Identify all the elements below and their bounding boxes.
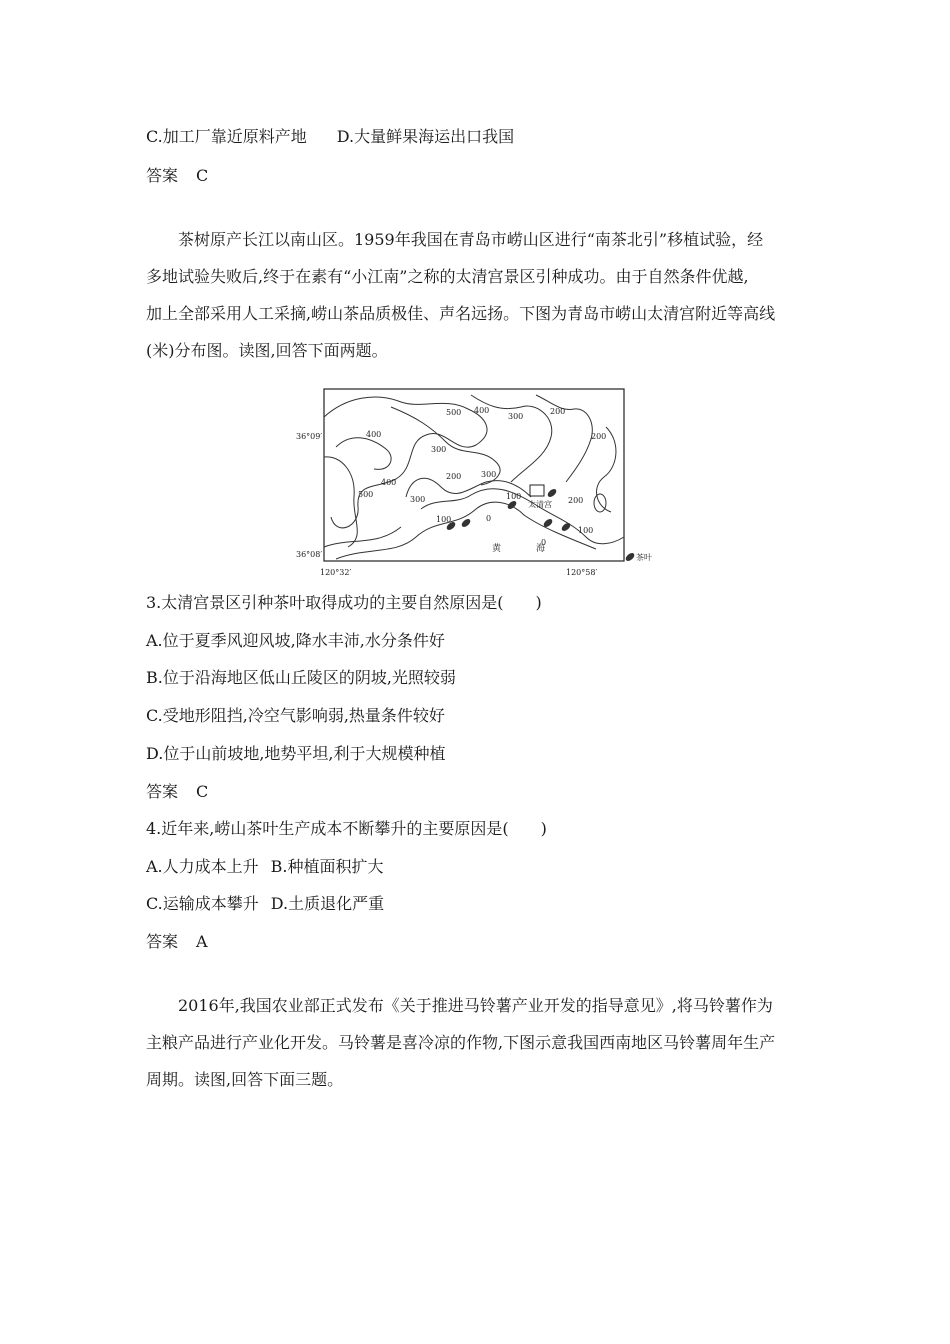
q4-options-row-1 — [146, 856, 384, 878]
contour-label: 400 — [381, 478, 397, 487]
contour-label: 200 — [568, 496, 584, 505]
contour-label: 0 — [486, 514, 492, 523]
q4-answer — [146, 931, 208, 953]
contour-label: 300 — [508, 412, 524, 421]
legend-label: 茶叶 — [636, 553, 652, 562]
contour-label: 200 — [591, 432, 607, 441]
passage-line: 茶树原产长江以南山区。1959年我国在青岛市崂山区进行“南茶北引”移植试验，经 — [178, 230, 764, 249]
q4-stem: 4.近年来,崂山茶叶生产成本不断攀升的主要原因是( ) — [146, 819, 547, 838]
q3-stem: 3.太清宫景区引种茶叶取得成功的主要自然原因是( ) — [146, 593, 542, 612]
answer-label: 答案 — [146, 782, 179, 801]
tea-leaf-icon — [460, 517, 472, 528]
contour-label: 200 — [550, 407, 566, 416]
option-d: D.大量鲜果海运出口我国 — [336, 127, 515, 146]
sea-label-1: 黄 — [492, 544, 502, 554]
q4-option-c: C.运输成本攀升 — [146, 894, 259, 913]
contour-label: 100 — [506, 492, 522, 501]
q3-option-a: A.位于夏季风迎风坡,降水丰沛,水分条件好 — [146, 631, 445, 650]
q4-options-row-2 — [146, 893, 384, 915]
contour-label: 400 — [474, 406, 490, 415]
q4-option-d: D.土质退化严重 — [270, 894, 385, 913]
passage-line: 周期。读图,回答下面三题。 — [146, 1070, 344, 1089]
prev-answer — [146, 165, 208, 187]
taiqing-palace-marker — [530, 485, 544, 496]
q3-option-d: D.位于山前坡地,地势平坦,利于大规模种植 — [146, 744, 446, 763]
contour-label: 200 — [446, 472, 462, 481]
prev-options-row — [146, 126, 514, 148]
contour-label: 300 — [410, 495, 426, 504]
lat-label-top: 36°09′ — [296, 432, 323, 441]
tea-leaf-icon — [546, 487, 558, 498]
q4-option-b: B.种植面积扩大 — [270, 857, 384, 876]
answer-label: 答案 — [146, 166, 179, 185]
contour-label: 500 — [358, 490, 374, 499]
lon-label-right: 120°58′ — [566, 568, 598, 577]
passage-line: 加上全部采用人工采摘,崂山茶品质极佳、声名远扬。下图为青岛市崂山太清宫附近等高线 — [146, 304, 776, 323]
lon-label-left: 120°32′ — [320, 568, 352, 577]
contour-label: 100 — [578, 526, 594, 535]
answer-value: C — [196, 166, 209, 185]
q3-option-b: B.位于沿海地区低山丘陵区的阴坡,光照较弱 — [146, 668, 456, 687]
legend-tea-leaf-icon — [624, 551, 636, 562]
sea-label-2: 海 — [536, 544, 546, 554]
passage-line: 2016年,我国农业部正式发布《关于推进马铃薯产业开发的指导意见》,将马铃薯作为 — [178, 996, 773, 1015]
option-c: C.加工厂靠近原料产地 — [146, 127, 307, 146]
passage-line: (米)分布图。读图,回答下面两题。 — [146, 341, 388, 360]
passage-tea — [146, 229, 810, 377]
lat-label-bottom: 36°08′ — [296, 550, 323, 559]
contour-label: 300 — [481, 470, 497, 479]
contour-label: 500 — [446, 408, 462, 417]
answer-value: C — [196, 782, 209, 801]
q4-option-a: A.人力成本上升 — [146, 857, 259, 876]
passage-line: 多地试验失败后,终于在素有“小江南”之称的太清宫景区引种成功。由于自然条件优越, — [146, 267, 749, 286]
answer-value: A — [196, 932, 208, 951]
q3-answer — [146, 781, 208, 803]
answer-label: 答案 — [146, 932, 179, 951]
tea-leaf-icon — [560, 521, 572, 532]
place-label: 太清宫 — [528, 500, 552, 509]
passage-line: 主粮产品进行产业化开发。马铃薯是喜冷凉的作物,下图示意我国西南地区马铃薯周年生产 — [146, 1033, 776, 1052]
passage-potato — [146, 995, 810, 1106]
contour-label: 300 — [431, 445, 447, 454]
contour-label: 100 — [436, 515, 452, 524]
contour-map — [296, 387, 658, 579]
q3-option-c: C.受地形阻挡,冷空气影响弱,热量条件较好 — [146, 706, 445, 725]
contour-label: 0 — [541, 538, 547, 547]
contour-label: 400 — [366, 430, 382, 439]
